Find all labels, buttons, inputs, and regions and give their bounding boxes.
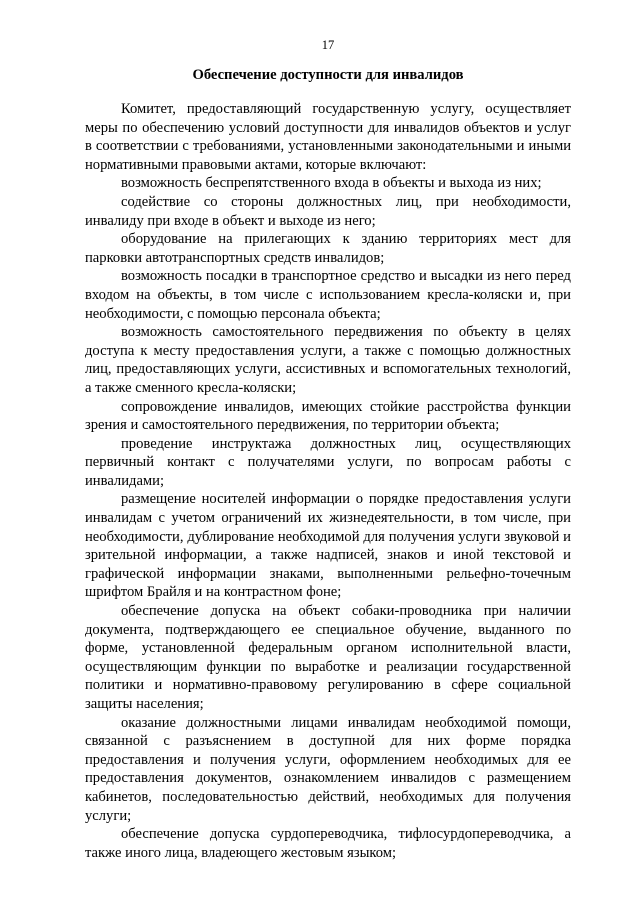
paragraph-item: содействие со стороны должностных лиц, при необходимости, инвалиду при входе в объект и выходе из него; <box>85 193 571 229</box>
paragraph-item: возможность беспрепятственного входа в объекты и выхода из них; <box>121 175 542 192</box>
paragraph-item: возможность самостоятельного передвижения по объекту в целях доступа к месту предоставления услуги, а также с помощью должностных лиц, предоставляющих услуги, ассистивных и вспомогательных технологий, а также сменного кресла-коляски; <box>85 324 571 396</box>
paragraph-intro: Комитет, предоставляющий государственную услугу, осуществляет меры по обеспечению условий доступности для инвалидов объектов и услуг в соответствии с требованиями, установленными законодательными и иными нормативными правовыми актами, которые включают: <box>85 101 571 173</box>
paragraph-item: возможность посадки в транспортное средство и высадки из него перед входом на объекты, в том числе с использованием кресла-коляски и, при необходимости, с помощью персонала объекта; <box>85 268 571 322</box>
paragraph-item: сопровождение инвалидов, имеющих стойкие расстройства функции зрения и самостоятельного передвижения, по территории объекта; <box>85 398 571 434</box>
paragraph-item: оказание должностными лицами инвалидам необходимой помощи, связанной с разъяснением в доступной для них форме порядка предоставления и получения услуги, оформлением необходимых для ее предоставления документов, ознакомлением инвалидов с размещением кабинетов, последовательностью действий, необходимых для получения услуги; <box>85 714 571 824</box>
body-text <box>85 100 571 862</box>
paragraph-item: оборудование на прилегающих к зданию территориях мест для парковки автотранспортных средств инвалидов; <box>85 231 571 266</box>
paragraph-item: обеспечение допуска на объект собаки-проводника при наличии документа, подтверждающего ее специальное обучение, выданного по форме, установленной федеральным органом исполнительной власти, осуществляющим функции по выработке и реализации государственной политики и нормативно-правовому регулированию в сфере социальной защиты населения; <box>85 603 571 712</box>
paragraph-item: размещение носителей информации о порядке предоставления услуги инвалидам с учетом ограничений их жизнедеятельности, в том числе, при необходимости, дублирование необходимой для получения услуги звуковой и зрительной информации, а также надписей, знаков и иной текстовой и графической информации знаками, выполненными рельефно-точечным шрифтом Брайля и на контрастном фоне; <box>85 491 571 601</box>
page-number: 17 <box>321 38 335 52</box>
paragraph-item: проведение инструктажа должностных лиц, осуществляющих первичный контакт с получателями услуги, по вопросам работы с инвалидами; <box>85 435 571 489</box>
paragraph-item: обеспечение допуска сурдопереводчика, тифлосурдопереводчика, а также иного лица, владеющего жестовым языком; <box>85 826 571 861</box>
section-title: Обеспечение доступности для инвалидов <box>192 67 464 83</box>
